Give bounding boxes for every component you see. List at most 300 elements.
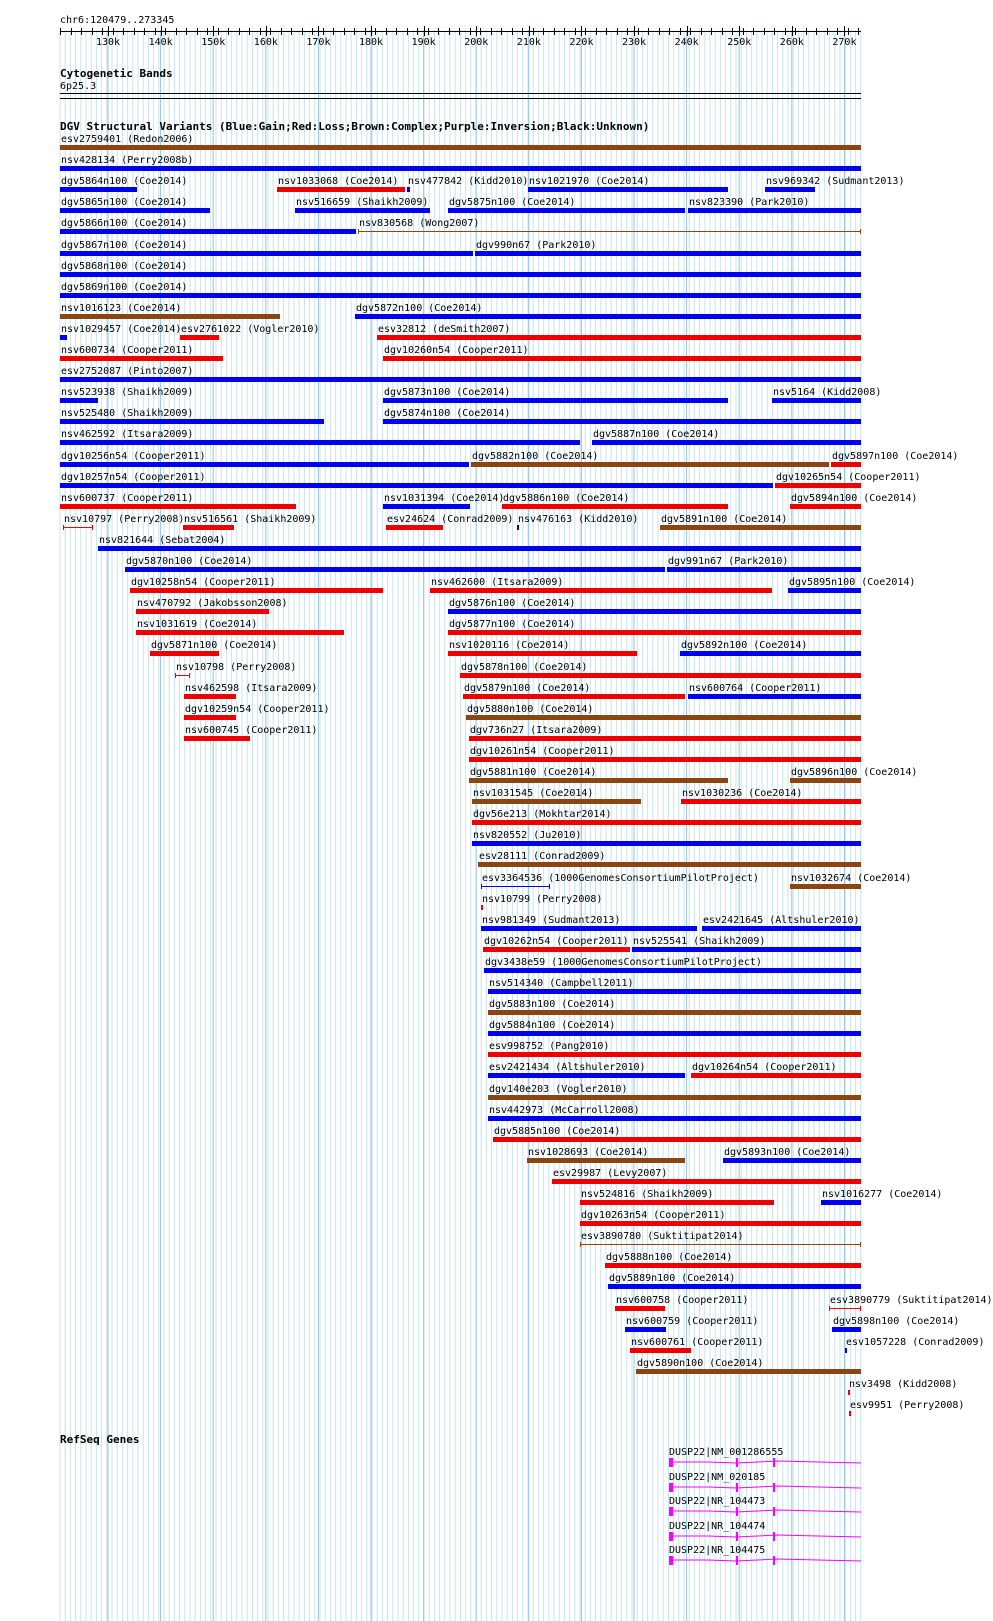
variant-label[interactable]: dgv5867n100 (Coe2014) xyxy=(61,239,188,251)
variant-label[interactable]: esv998752 (Pang2010) xyxy=(489,1041,610,1053)
variant-label[interactable]: nsv823390 (Park2010) xyxy=(689,197,810,209)
variant-label[interactable]: dgv5897n100 (Coe2014) xyxy=(832,450,959,462)
variant-label[interactable]: nsv600764 (Cooper2011) xyxy=(689,682,822,694)
variant-label[interactable]: nsv1021970 (Coe2014) xyxy=(529,176,650,188)
variant-label[interactable]: nsv516659 (Shaikh2009) xyxy=(296,197,429,209)
variant-bar[interactable] xyxy=(60,356,223,361)
variant-bar[interactable] xyxy=(481,886,550,887)
variant-bar[interactable] xyxy=(63,527,93,528)
variant-bar[interactable] xyxy=(630,1348,691,1353)
variant-label[interactable]: nsv600761 (Cooper2011) xyxy=(631,1336,764,1348)
variant-bar[interactable] xyxy=(60,251,473,256)
ruler-minor-tick xyxy=(102,28,103,35)
ruler-minor-tick xyxy=(123,28,124,35)
gene-intron-line xyxy=(670,1486,861,1488)
ruler-minor-tick xyxy=(795,28,796,35)
variant-bar-cap xyxy=(549,884,550,889)
variant-bar[interactable] xyxy=(848,1390,850,1395)
ruler-minor-tick xyxy=(71,28,72,35)
variant-label[interactable]: dgv10256n54 (Cooper2011) xyxy=(61,450,206,462)
variant-bar[interactable] xyxy=(463,694,685,699)
variant-label[interactable]: nsv462598 (Itsara2009) xyxy=(185,682,318,694)
ruler-minor-tick xyxy=(165,28,166,35)
cytoband-track-title: Cytogenetic Bands xyxy=(60,67,173,80)
variant-label[interactable]: dgv5896n100 (Coe2014) xyxy=(791,767,918,778)
ruler-major-tick xyxy=(687,26,688,36)
variant-bar[interactable] xyxy=(478,862,861,867)
gene-intron-line xyxy=(670,1535,861,1537)
variant-label[interactable]: dgv5880n100 (Coe2014) xyxy=(467,703,594,715)
variant-bar[interactable] xyxy=(472,799,641,804)
variant-label[interactable]: dgv5871n100 (Coe2014) xyxy=(151,640,278,652)
variant-bar[interactable] xyxy=(469,778,728,783)
variant-bar[interactable] xyxy=(386,525,443,530)
variant-bar[interactable] xyxy=(488,1010,861,1015)
variant-bar[interactable] xyxy=(60,272,861,277)
ruler-minor-tick xyxy=(228,28,229,35)
ruler-minor-tick xyxy=(522,28,523,35)
variant-label[interactable]: dgv5895n100 (Coe2014) xyxy=(789,577,916,589)
variant-bar-cap xyxy=(860,1242,861,1247)
variant-bar[interactable] xyxy=(136,609,269,614)
variant-label[interactable]: nsv820552 (Ju2010) xyxy=(473,830,582,842)
variant-label[interactable]: nsv1031545 (Coe2014) xyxy=(473,788,594,800)
variant-bar-cap xyxy=(63,525,64,530)
variant-bar[interactable] xyxy=(580,1244,861,1245)
variant-bar[interactable] xyxy=(448,651,637,656)
variant-bar[interactable] xyxy=(488,1031,861,1036)
ruler-minor-tick xyxy=(113,28,114,35)
variant-bar[interactable] xyxy=(772,398,861,403)
variant-bar[interactable] xyxy=(488,1073,685,1078)
ruler-major-tick xyxy=(371,26,372,36)
ruler-minor-tick xyxy=(711,28,712,35)
ruler-minor-tick xyxy=(302,28,303,35)
variant-label[interactable]: dgv5865n100 (Coe2014) xyxy=(61,197,188,209)
variant-label[interactable]: nsv1016277 (Coe2014) xyxy=(822,1189,943,1200)
variant-label[interactable]: esv3890780 (Suktitipat2014) xyxy=(581,1231,744,1243)
variant-bar[interactable] xyxy=(845,1348,847,1353)
variant-bar[interactable] xyxy=(723,1158,861,1163)
variant-label[interactable]: dgv5864n100 (Coe2014) xyxy=(61,176,188,188)
variant-label[interactable]: dgv5894n100 (Coe2014) xyxy=(791,492,918,504)
ruler-minor-tick xyxy=(417,28,418,35)
ruler-tick-label: 210k xyxy=(516,37,541,48)
variant-bar[interactable] xyxy=(469,736,861,741)
gene-model[interactable] xyxy=(668,1531,868,1543)
variant-label[interactable]: nsv1030236 (Coe2014) xyxy=(682,788,803,800)
variant-label[interactable]: nsv600734 (Cooper2011) xyxy=(61,345,194,356)
variant-label[interactable]: nsv514340 (Campbell2011) xyxy=(489,978,634,989)
variant-label[interactable]: dgv5881n100 (Coe2014) xyxy=(470,767,597,778)
variant-bar[interactable] xyxy=(150,651,219,656)
variant-label[interactable]: nsv10799 (Perry2008) xyxy=(482,893,603,905)
variant-bar[interactable] xyxy=(407,187,410,192)
variant-bar[interactable] xyxy=(60,145,861,150)
variant-bar[interactable] xyxy=(788,588,861,593)
variant-label[interactable]: nsv600737 (Cooper2011) xyxy=(61,492,194,504)
variant-label[interactable]: dgv5891n100 (Coe2014) xyxy=(661,513,788,525)
ruler-major-tick xyxy=(529,26,530,36)
gene-label[interactable]: DUSP22|NM_020185 xyxy=(669,1471,766,1483)
variant-bar[interactable] xyxy=(184,694,236,699)
variant-label[interactable]: dgv5869n100 (Coe2014) xyxy=(61,281,188,293)
variant-label[interactable]: dgv5890n100 (Coe2014) xyxy=(637,1357,764,1369)
ruler-minor-tick xyxy=(239,28,240,35)
variant-label[interactable]: esv28111 (Conrad2009) xyxy=(479,851,606,863)
variant-bar[interactable] xyxy=(60,229,356,234)
ruler-minor-tick xyxy=(827,28,828,35)
variant-bar[interactable] xyxy=(60,377,861,382)
variant-bar[interactable] xyxy=(592,440,861,445)
variant-label[interactable]: nsv600759 (Cooper2011) xyxy=(626,1315,759,1327)
variant-bar[interactable] xyxy=(790,884,861,889)
ruler-major-tick xyxy=(318,26,319,36)
variant-bar[interactable] xyxy=(60,166,861,171)
variant-bar[interactable] xyxy=(681,799,861,804)
variant-label[interactable]: esv2752087 (Pinto2007) xyxy=(61,366,194,378)
variant-label[interactable]: esv2759401 (Redon2006) xyxy=(61,134,194,145)
variant-label[interactable]: nsv1031619 (Coe2014) xyxy=(137,619,258,631)
variant-label[interactable]: dgv991n67 (Park2010) xyxy=(668,556,789,567)
variant-bar[interactable] xyxy=(483,947,630,952)
variant-label[interactable]: nsv428134 (Perry2008b) xyxy=(61,155,194,167)
variant-bar[interactable] xyxy=(469,757,861,762)
variant-label[interactable]: dgv5875n100 (Coe2014) xyxy=(449,197,576,209)
variant-bar[interactable] xyxy=(60,504,296,509)
variant-label[interactable]: dgv5872n100 (Coe2014) xyxy=(356,302,483,314)
variant-label[interactable]: dgv5870n100 (Coe2014) xyxy=(126,556,253,567)
variant-bar[interactable] xyxy=(175,675,190,676)
variant-bar[interactable] xyxy=(448,208,685,213)
variant-label[interactable]: dgv10259n54 (Cooper2011) xyxy=(185,703,330,715)
variant-label[interactable]: esv29987 (Levy2007) xyxy=(553,1167,668,1179)
ruler-minor-tick xyxy=(218,28,219,35)
variant-label[interactable]: nsv477842 (Kidd2010) xyxy=(408,176,529,188)
variant-bar[interactable] xyxy=(60,335,67,340)
variant-label[interactable]: nsv523938 (Shaikh2009) xyxy=(61,387,194,399)
ruler-minor-tick xyxy=(669,28,670,35)
variant-bar[interactable] xyxy=(377,335,861,340)
variant-label[interactable]: dgv10263n54 (Cooper2011) xyxy=(581,1210,726,1222)
variant-label[interactable]: nsv442973 (McCarroll2008) xyxy=(489,1104,640,1116)
variant-bar[interactable] xyxy=(184,736,250,741)
ruler-minor-tick xyxy=(659,28,660,35)
variant-label[interactable]: nsv462592 (Itsara2009) xyxy=(61,429,194,441)
variant-bar[interactable] xyxy=(615,1306,665,1311)
ruler-minor-tick xyxy=(291,28,292,35)
variant-bar[interactable] xyxy=(383,356,861,361)
variant-bar[interactable] xyxy=(466,715,861,720)
variant-bar-cap xyxy=(860,1306,861,1311)
variant-label[interactable]: nsv462600 (Itsara2009) xyxy=(431,577,564,589)
variant-label[interactable]: nsv600758 (Cooper2011) xyxy=(616,1294,749,1306)
variant-bar[interactable] xyxy=(829,1308,861,1309)
variant-bar[interactable] xyxy=(98,546,861,551)
ruler-minor-tick xyxy=(722,28,723,35)
variant-label[interactable]: dgv5879n100 (Coe2014) xyxy=(464,682,591,694)
variant-bar[interactable] xyxy=(60,398,98,403)
variant-bar[interactable] xyxy=(484,968,861,973)
variant-label[interactable]: dgv5892n100 (Coe2014) xyxy=(681,640,808,652)
variant-label[interactable]: dgv736n27 (Itsara2009) xyxy=(470,724,603,736)
ruler-minor-tick xyxy=(176,28,177,35)
variant-label[interactable]: dgv5883n100 (Coe2014) xyxy=(489,999,616,1011)
variant-bar[interactable] xyxy=(667,567,861,572)
variant-label[interactable]: dgv5898n100 (Coe2014) xyxy=(833,1315,960,1327)
variant-label[interactable]: esv3364536 (1000GenomesConsortiumPilotProject) xyxy=(482,872,759,884)
variant-label[interactable]: nsv525480 (Shaikh2009) xyxy=(61,408,194,420)
variant-label[interactable]: dgv5888n100 (Coe2014) xyxy=(606,1252,733,1264)
variant-bar[interactable] xyxy=(831,462,861,467)
variant-label[interactable]: esv1057228 (Conrad2009) xyxy=(846,1336,985,1348)
variant-bar[interactable] xyxy=(517,525,519,530)
variant-label[interactable]: nsv1016123 (Coe2014) xyxy=(61,302,182,314)
variant-bar[interactable] xyxy=(528,187,728,192)
variant-label[interactable]: dgv140e203 (Vogler2010) xyxy=(489,1083,628,1095)
variant-label[interactable]: nsv821644 (Sebat2004) xyxy=(99,534,226,546)
variant-label[interactable]: nsv981349 (Sudmant2013) xyxy=(482,914,621,926)
ruler-minor-tick xyxy=(459,28,460,35)
ruler-minor-tick xyxy=(501,28,502,35)
variant-label[interactable]: esv24624 (Conrad2009) xyxy=(387,513,514,525)
variant-bar[interactable] xyxy=(660,525,861,530)
variant-label[interactable]: dgv5893n100 (Coe2014) xyxy=(724,1146,851,1158)
variant-label[interactable]: nsv1020116 (Coe2014) xyxy=(449,640,570,652)
variant-bar[interactable] xyxy=(277,187,405,192)
variant-label[interactable]: dgv990n67 (Park2010) xyxy=(476,239,597,251)
ruler-tick-label: 200k xyxy=(464,37,489,48)
variant-label[interactable]: dgv5884n100 (Coe2014) xyxy=(489,1020,616,1032)
variant-bar[interactable] xyxy=(448,630,861,635)
ruler-minor-tick xyxy=(449,28,450,35)
variant-label[interactable]: nsv470792 (Jakobsson2008) xyxy=(137,598,288,610)
variant-bar[interactable] xyxy=(383,398,728,403)
variant-bar-cap xyxy=(580,1242,581,1247)
variant-bar[interactable] xyxy=(502,504,728,509)
ruler-tick-label: 230k xyxy=(622,37,647,48)
variant-label[interactable]: dgv5866n100 (Coe2014) xyxy=(61,218,188,230)
variant-label[interactable]: esv3890779 (Suktitipat2014) xyxy=(830,1294,993,1306)
variant-bar[interactable] xyxy=(475,251,861,256)
variant-bar[interactable] xyxy=(355,314,861,319)
variant-bar[interactable] xyxy=(702,926,861,931)
variant-bar[interactable] xyxy=(60,419,324,424)
ruler-minor-tick xyxy=(428,28,429,35)
variant-label[interactable]: nsv830568 (Wong2007) xyxy=(359,218,480,230)
variant-bar[interactable] xyxy=(183,525,234,530)
variant-bar[interactable] xyxy=(60,483,773,488)
variant-label[interactable]: nsv1029457 (Coe2014) xyxy=(61,323,182,335)
variant-bar[interactable] xyxy=(625,1327,666,1332)
variant-bar[interactable] xyxy=(125,567,665,572)
ruler-major-tick xyxy=(739,26,740,36)
variant-label[interactable]: nsv1031394 (Coe2014) xyxy=(384,492,505,504)
variant-bar[interactable] xyxy=(136,630,344,635)
variant-bar[interactable] xyxy=(775,483,861,488)
variant-bar[interactable] xyxy=(688,208,861,213)
variant-bar[interactable] xyxy=(60,293,861,298)
variant-label[interactable]: nsv524816 (Shaikh2009) xyxy=(581,1189,714,1200)
coordinate-ruler[interactable] xyxy=(0,0,890,50)
variant-label[interactable]: dgv5873n100 (Coe2014) xyxy=(384,387,511,399)
variant-bar[interactable] xyxy=(691,1073,861,1078)
variant-label[interactable]: dgv5878n100 (Coe2014) xyxy=(461,661,588,673)
variant-bar[interactable] xyxy=(60,208,210,213)
variant-bar[interactable] xyxy=(295,208,430,213)
variant-label[interactable]: nsv476163 (Kidd2010) xyxy=(518,513,639,525)
variant-label[interactable]: dgv10261n54 (Cooper2011) xyxy=(470,745,615,757)
variant-label[interactable]: dgv5885n100 (Coe2014) xyxy=(494,1125,621,1137)
variant-bar-cap xyxy=(189,673,190,678)
variant-label[interactable]: dgv5876n100 (Coe2014) xyxy=(449,598,576,610)
variant-bar[interactable] xyxy=(471,462,829,467)
variant-bar[interactable] xyxy=(821,1200,861,1205)
gene-exon xyxy=(669,1556,673,1565)
variant-bar[interactable] xyxy=(552,1179,861,1184)
cytoband-bar-top xyxy=(60,93,861,94)
variant-bar[interactable] xyxy=(460,673,861,678)
variant-bar[interactable] xyxy=(383,504,470,509)
variant-bar[interactable] xyxy=(472,841,861,846)
variant-label[interactable]: dgv5889n100 (Coe2014) xyxy=(609,1273,736,1285)
variant-label[interactable]: nsv3498 (Kidd2008) xyxy=(849,1378,958,1390)
variant-bar[interactable] xyxy=(481,926,697,931)
variant-label[interactable]: dgv5882n100 (Coe2014) xyxy=(472,450,599,462)
variant-label[interactable]: nsv1032674 (Coe2014) xyxy=(791,872,912,884)
ruler-minor-tick xyxy=(186,28,187,35)
variant-label[interactable]: dgv10257n54 (Cooper2011) xyxy=(61,471,206,483)
variant-label[interactable]: nsv516561 (Shaikh2009) xyxy=(184,513,317,525)
variant-label[interactable]: nsv969342 (Sudmant2013) xyxy=(766,176,905,188)
refseq-track-title: RefSeq Genes xyxy=(60,1433,140,1446)
gene-label[interactable]: DUSP22|NR_104473 xyxy=(669,1496,766,1507)
variant-label[interactable]: nsv10797 (Perry2008) xyxy=(64,513,185,525)
variant-bar[interactable] xyxy=(605,1263,861,1268)
gene-model[interactable] xyxy=(668,1482,868,1494)
variant-label[interactable]: nsv5164 (Kidd2008) xyxy=(773,387,882,399)
variant-bar[interactable] xyxy=(580,1200,774,1205)
ruler-minor-tick xyxy=(396,28,397,35)
variant-label[interactable]: esv2421645 (Altshuler2010) xyxy=(703,914,860,926)
variant-label[interactable]: dgv10265n54 (Cooper2011) xyxy=(776,471,921,483)
variant-bar[interactable] xyxy=(608,1284,861,1289)
gene-exon xyxy=(669,1532,673,1541)
variant-label[interactable]: esv2761022 (Vogler2010) xyxy=(181,323,320,335)
variant-label[interactable]: dgv5874n100 (Coe2014) xyxy=(384,408,511,420)
gene-exon xyxy=(773,1458,775,1467)
variant-label[interactable]: dgv10264n54 (Cooper2011) xyxy=(692,1062,837,1074)
variant-bar[interactable] xyxy=(448,609,861,614)
variant-bar[interactable] xyxy=(688,694,861,699)
variant-bar[interactable] xyxy=(383,419,861,424)
variant-bar[interactable] xyxy=(790,778,861,783)
variant-bar[interactable] xyxy=(527,1158,685,1163)
variant-bar[interactable] xyxy=(481,905,483,910)
ruler-minor-tick xyxy=(270,28,271,35)
variant-label[interactable]: esv32812 (deSmith2007) xyxy=(378,323,511,335)
variant-bar[interactable] xyxy=(472,820,861,825)
variant-label[interactable]: nsv525541 (Shaikh2009) xyxy=(633,935,766,947)
variant-bar[interactable] xyxy=(358,231,861,232)
ruler-minor-tick xyxy=(480,28,481,35)
gene-exon xyxy=(736,1483,738,1492)
variant-label[interactable]: dgv3438e59 (1000GenomesConsortiumPilotProject) xyxy=(485,956,762,968)
gene-model[interactable] xyxy=(668,1457,868,1469)
ruler-minor-tick xyxy=(512,28,513,35)
variant-label[interactable]: nsv1033068 (Coe2014) xyxy=(278,176,399,188)
ruler-axis xyxy=(60,31,861,32)
variant-label[interactable]: dgv10262n54 (Cooper2011) xyxy=(484,935,629,947)
ruler-minor-tick xyxy=(648,28,649,35)
variant-bar[interactable] xyxy=(60,187,137,192)
gene-label[interactable]: DUSP22|NM_001286555 xyxy=(669,1447,784,1458)
ruler-minor-tick xyxy=(753,28,754,35)
variant-bar[interactable] xyxy=(580,1221,861,1226)
variant-bar[interactable] xyxy=(130,588,383,593)
cytoband-bar-bottom xyxy=(60,98,861,99)
variant-bar[interactable] xyxy=(765,187,815,192)
ruler-major-tick xyxy=(792,26,793,36)
ruler-minor-tick xyxy=(407,28,408,35)
variant-bar[interactable] xyxy=(430,588,772,593)
variant-bar[interactable] xyxy=(488,989,861,994)
variant-label[interactable]: dgv5886n100 (Coe2014) xyxy=(503,492,630,504)
ruler-minor-tick xyxy=(764,28,765,35)
cytoband-label[interactable]: 6p25.3 xyxy=(60,81,97,92)
gene-exon xyxy=(736,1458,738,1467)
variant-bar[interactable] xyxy=(832,1327,861,1332)
variant-bar[interactable] xyxy=(184,715,236,720)
ruler-major-tick xyxy=(266,26,267,36)
gene-label[interactable]: DUSP22|NR_104474 xyxy=(669,1520,766,1532)
variant-bar[interactable] xyxy=(632,947,861,952)
variant-bar[interactable] xyxy=(60,440,580,445)
variant-bar[interactable] xyxy=(180,335,219,340)
ruler-minor-tick xyxy=(743,28,744,35)
gene-label[interactable]: DUSP22|NR_104475 xyxy=(669,1545,766,1556)
variant-label[interactable]: dgv5887n100 (Coe2014) xyxy=(593,429,720,441)
variant-label[interactable]: nsv10798 (Perry2008) xyxy=(176,661,297,673)
variant-bar[interactable] xyxy=(60,462,469,467)
ruler-minor-tick xyxy=(837,28,838,35)
variant-bar[interactable] xyxy=(488,1116,861,1121)
variant-label[interactable]: esv9951 (Perry2008) xyxy=(850,1400,965,1411)
variant-bar[interactable] xyxy=(636,1369,861,1374)
variant-label[interactable]: dgv5877n100 (Coe2014) xyxy=(449,619,576,631)
variant-bar[interactable] xyxy=(488,1052,861,1057)
variant-label[interactable]: dgv10260n54 (Cooper2011) xyxy=(384,345,529,356)
variant-label[interactable]: nsv1028693 (Coe2014) xyxy=(528,1146,649,1158)
gene-model[interactable] xyxy=(668,1555,868,1567)
variant-label[interactable]: dgv10258n54 (Cooper2011) xyxy=(131,577,276,589)
variant-label[interactable]: nsv600745 (Cooper2011) xyxy=(185,724,318,736)
ruler-tick-label: 180k xyxy=(359,37,384,48)
variant-bar[interactable] xyxy=(790,504,861,509)
gene-exon xyxy=(736,1556,738,1565)
variant-label[interactable]: dgv5868n100 (Coe2014) xyxy=(61,260,188,272)
variant-bar[interactable] xyxy=(680,651,861,656)
variant-label[interactable]: esv2421434 (Altshuler2010) xyxy=(489,1062,646,1074)
ruler-major-tick xyxy=(634,26,635,36)
variant-bar[interactable] xyxy=(493,1137,861,1142)
variant-bar[interactable] xyxy=(60,314,280,319)
variant-label[interactable]: dgv56e213 (Mokhtar2014) xyxy=(473,809,612,821)
ruler-minor-tick xyxy=(354,28,355,35)
gene-model[interactable] xyxy=(668,1506,868,1518)
variant-bar[interactable] xyxy=(849,1411,851,1416)
variant-bar[interactable] xyxy=(488,1095,861,1100)
